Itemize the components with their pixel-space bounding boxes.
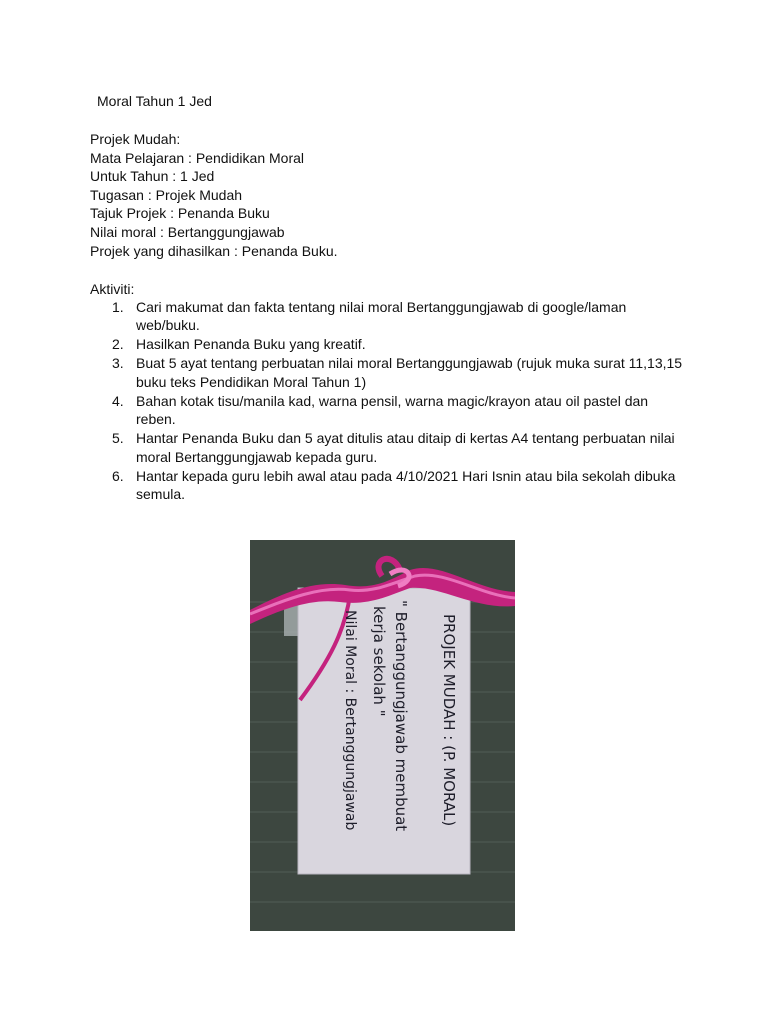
activity-item	[90, 335, 690, 353]
activity-number: 3.	[112, 355, 124, 372]
activity-text: Hantar Penanda Buku dan 5 ayat ditulis atau ditaip di kertas A4 tentang perbuatan nilai moral Bertanggungjawab kepada guru.	[136, 430, 675, 465]
project-info	[90, 130, 338, 260]
info-task: Tugasan : Projek Mudah	[90, 186, 243, 203]
handwriting-line: " Bertanggungjawab membuat	[392, 600, 410, 832]
activity-item	[90, 298, 690, 335]
handwriting-line: kerja sekolah "	[370, 606, 388, 717]
info-subject: Mata Pelajaran : Pendidikan Moral	[90, 149, 305, 166]
activity-number: 4.	[112, 392, 124, 409]
info-moral-value: Nilai moral : Bertanggungjawab	[90, 223, 285, 240]
activity-heading: Aktiviti:	[90, 281, 135, 297]
activity-text: Cari makumat dan fakta tentang nilai moral Bertanggungjawab di google/laman web/buku.	[136, 299, 627, 334]
activity-item	[90, 429, 690, 466]
document-title: Moral Tahun 1 Jed	[97, 93, 212, 109]
activity-list	[90, 298, 690, 504]
info-output: Projek yang dihasilkan : Penanda Buku.	[90, 242, 338, 259]
info-year: Untuk Tahun : 1 Jed	[90, 168, 215, 185]
activity-item	[90, 392, 690, 429]
activity-number: 6.	[112, 467, 124, 484]
activity-text: Buat 5 ayat tentang perbuatan nilai moral Bertanggungjawab (rujuk muka surat 11,13,15 buku teks Pendidikan Moral Tahun 1)	[136, 355, 683, 390]
bookmark-photo	[250, 540, 515, 931]
activity-text: Hantar kepada guru lebih awal atau pada 4/10/2021 Hari Isnin atau bila sekolah dibuka semula.	[136, 467, 676, 503]
activity-text: Bahan kotak tisu/manila kad, warna pensil, warna magic/krayon atau oil pastel dan reben.	[136, 392, 649, 428]
activity-number: 5.	[112, 430, 124, 447]
info-heading: Projek Mudah:	[90, 131, 181, 147]
info-project-title: Tajuk Projek : Penanda Buku	[90, 205, 270, 222]
handwriting-line: PROJEK MUDAH : (P. MORAL)	[440, 614, 458, 827]
activity-number: 1.	[112, 299, 124, 315]
handwriting-line: Nilai Moral : Bertanggungjawab	[342, 610, 358, 831]
activity-text: Hasilkan Penanda Buku yang kreatif.	[136, 336, 366, 353]
activity-item	[90, 467, 690, 504]
activity-number: 2.	[112, 336, 124, 353]
activity-item	[90, 354, 690, 391]
